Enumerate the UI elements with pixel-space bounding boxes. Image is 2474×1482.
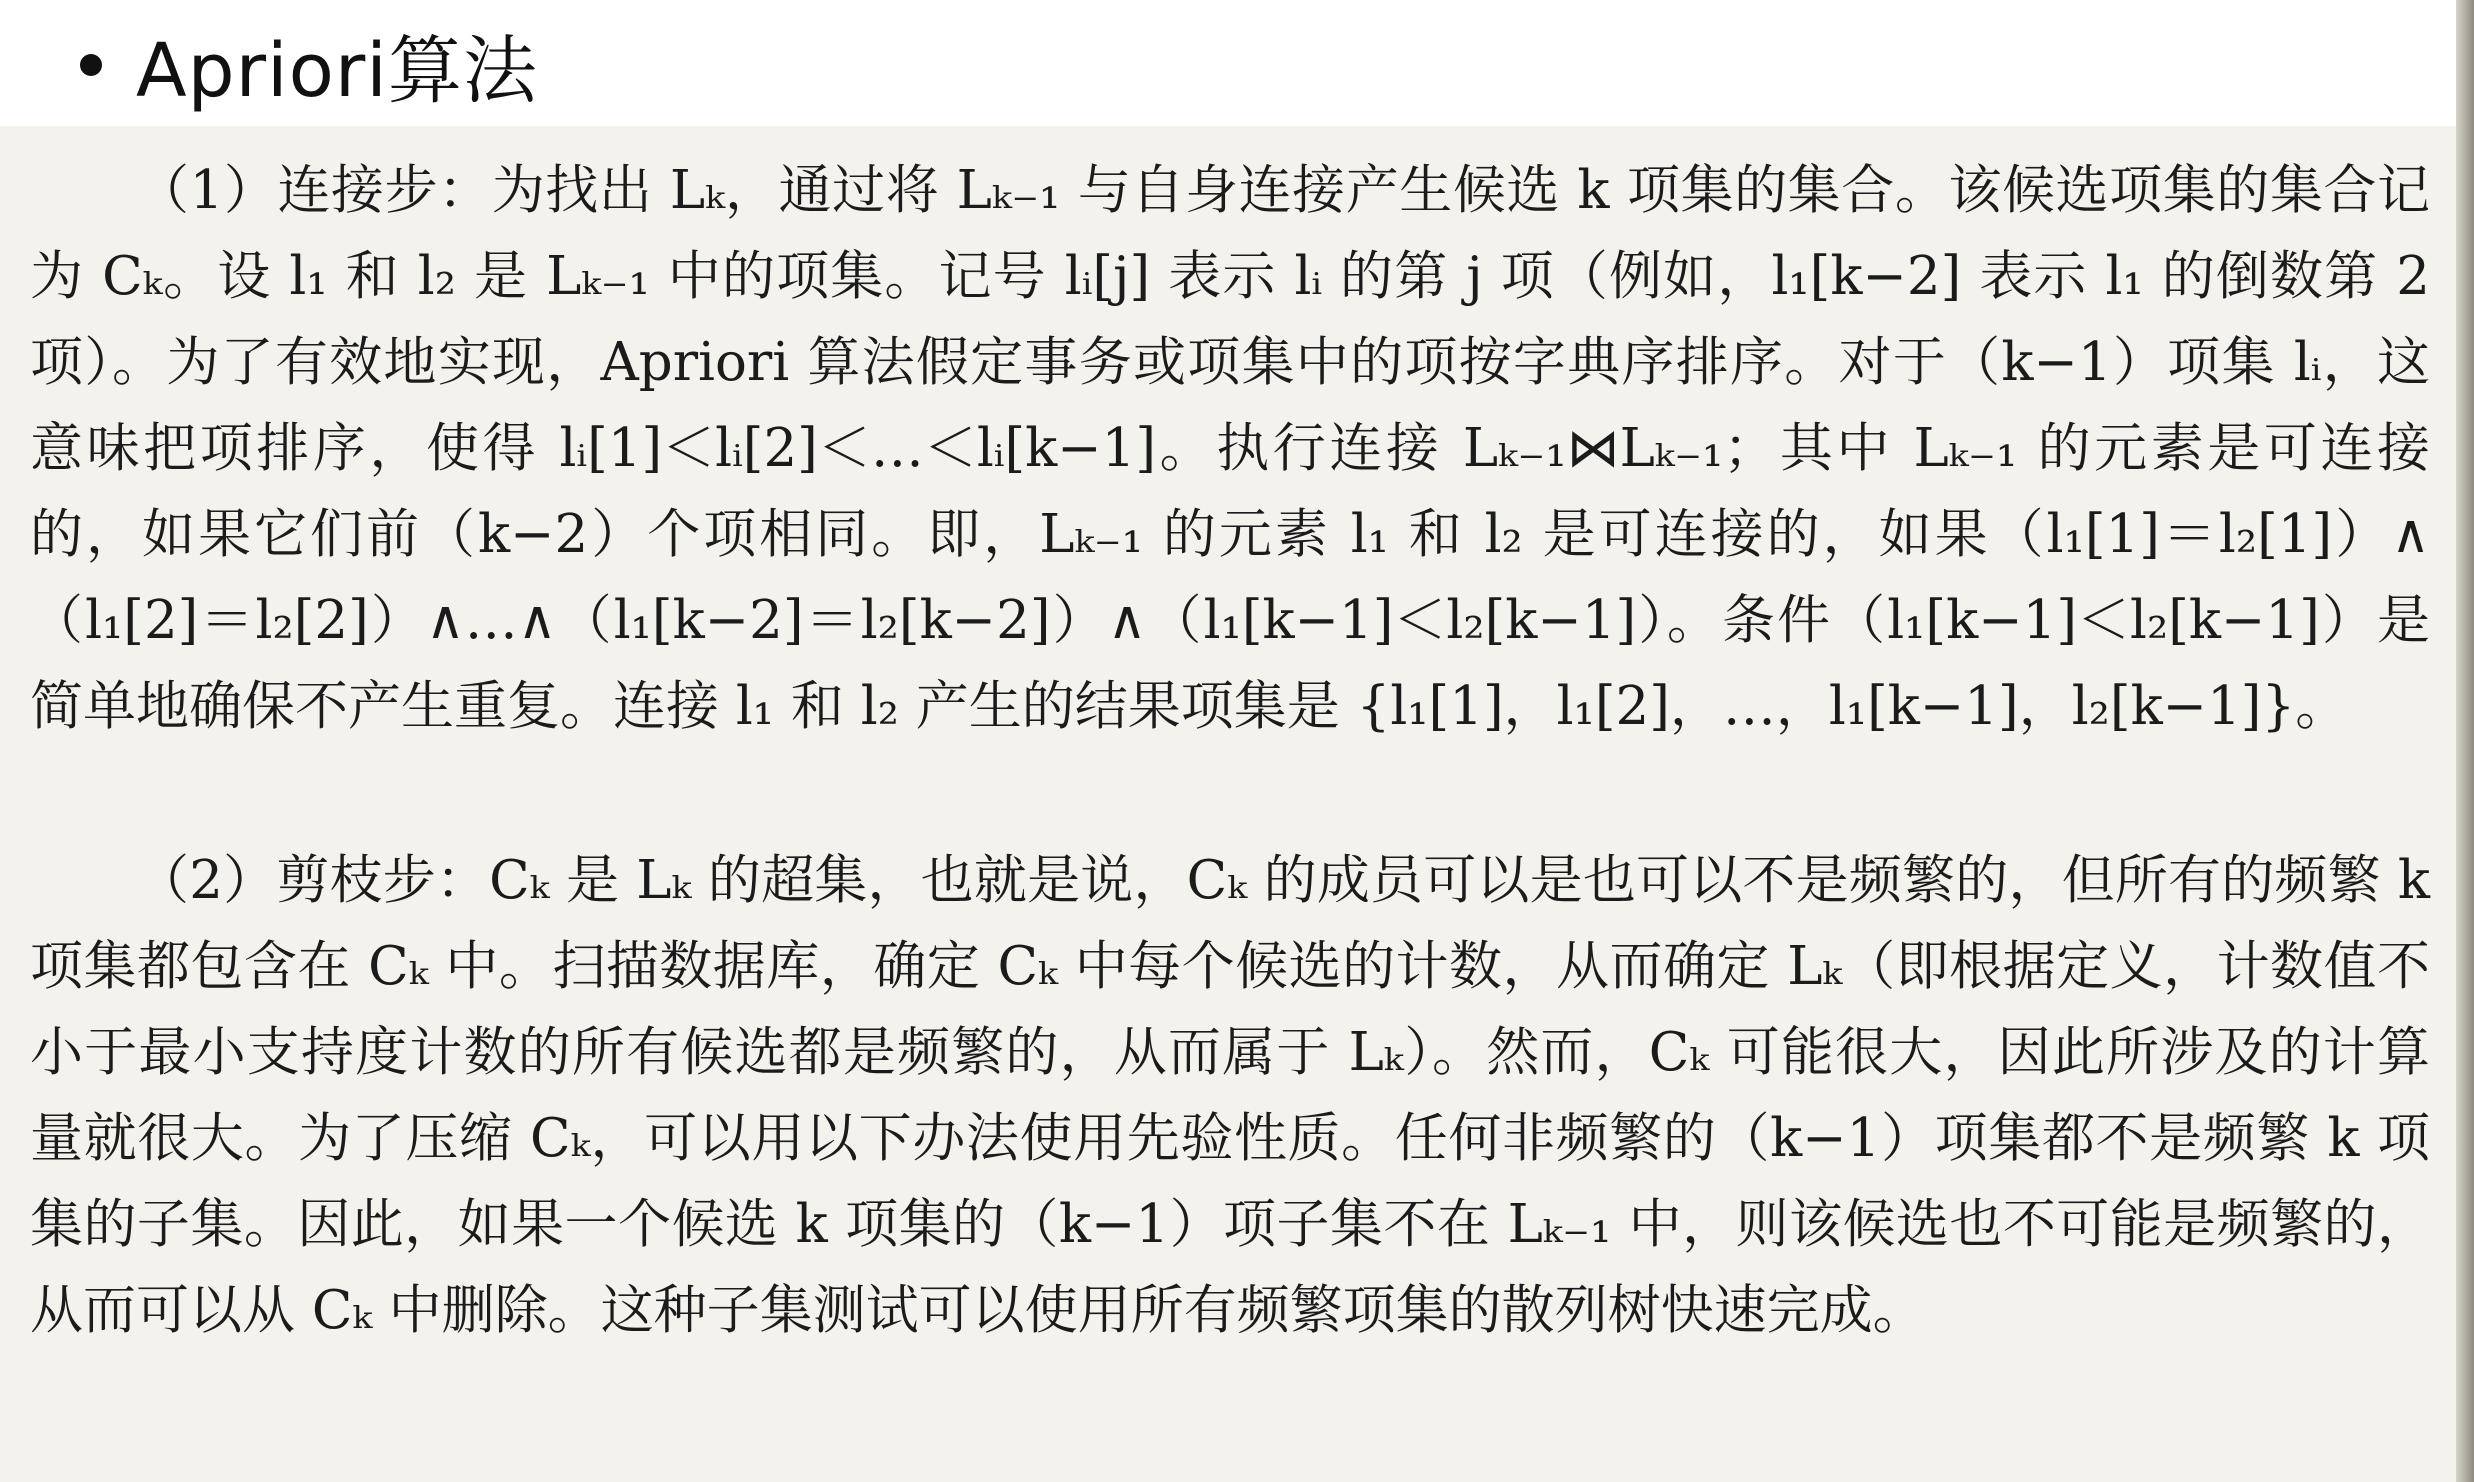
paragraph-prune-step: （2）剪枝步：Cₖ 是 Lₖ 的超集，也就是说，Cₖ 的成员可以是也可以不是频繁的，但所有的频繁 k 项集都包含在 Cₖ 中。扫描数据库，确定 Cₖ 中每个候选的计数，从而确定 Lₖ（即根据定义，计数值不小于最小支持度计数的所有候选都是频繁的，从而属于 Lₖ）。然而，Cₖ 可能很大，因此所涉及的计算量就很大。为了压缩 Cₖ，可以用以下办法使用先验性质。任何非频繁的（k−1）项集都不是频繁 k 项集的子集。因此，如果一个候选 k 项集的（k−1）项子集不在 Lₖ₋₁ 中，则该候选也不可能是频繁的，从而可以从 Cₖ 中删除。这种子集测试可以使用所有频繁项集的散列树快速完成。 — [30, 850, 2430, 1341]
scanned-textbook-page — [0, 126, 2474, 1482]
page-edge-shadow — [2456, 0, 2474, 1482]
bullet-icon — [80, 54, 102, 76]
slide-title — [80, 10, 538, 120]
title-text: Apriori算法 — [136, 28, 538, 114]
paragraph-join-step: （1）连接步：为找出 Lₖ，通过将 Lₖ₋₁ 与自身连接产生候选 k 项集的集合。该候选项集的集合记为 Cₖ。设 l₁ 和 l₂ 是 Lₖ₋₁ 中的项集。记号 lᵢ[j] 表示 lᵢ 的第 j 项（例如，l₁[k−2] 表示 l₁ 的倒数第 2 项）。为了有效地实现，Apriori 算法假定事务或项集中的项按字典序排序。对于（k−1）项集 lᵢ，这意味把项排序，使得 lᵢ[1]＜lᵢ[2]＜…＜lᵢ[k−1]。执行连接 Lₖ₋₁⋈Lₖ₋₁；其中 Lₖ₋₁ 的元素是可连接的，如果它们前（k−2）个项相同。即，Lₖ₋₁ 的元素 l₁ 和 l₂ 是可连接的，如果（l₁[1]＝l₂[1]）∧（l₁[2]＝l₂[2]）∧…∧（l₁[k−2]＝l₂[k−2]）∧（l₁[k−1]＜l₂[k−1]）。条件（l₁[k−1]＜l₂[k−1]）是简单地确保不产生重复。连接 l₁ 和 l₂ 产生的结果项集是 {l₁[1]，l₁[2]，…，l₁[k−1]，l₂[k−1]}。 — [30, 160, 2430, 737]
